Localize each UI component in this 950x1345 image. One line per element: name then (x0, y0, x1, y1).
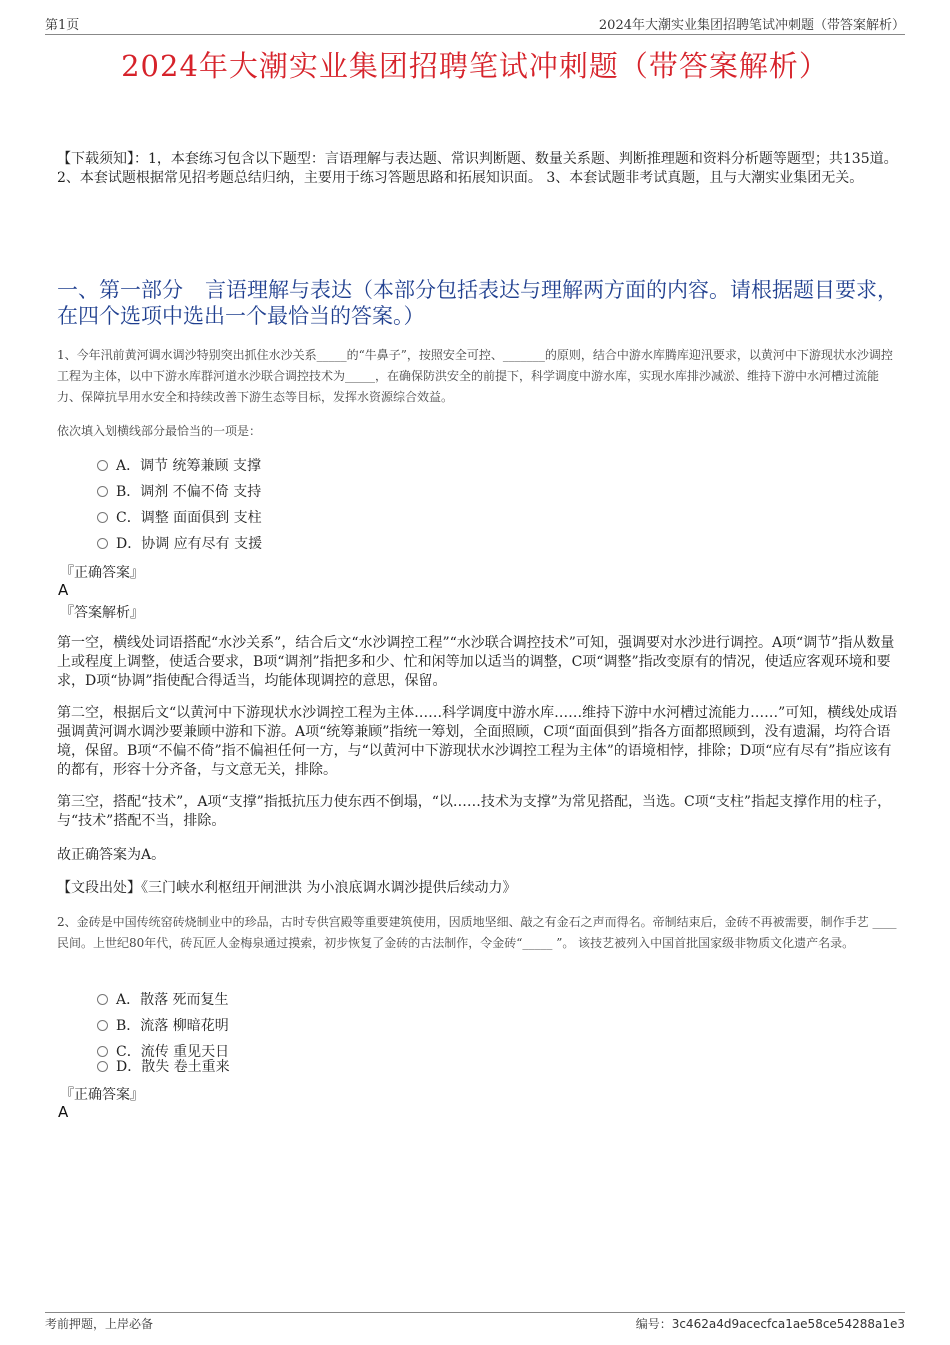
footer-slogan: 考前押题，上岸必备 (45, 1317, 154, 1331)
section-heading (57, 277, 900, 329)
question-2-answer-label: 『正确答案』 (60, 1087, 144, 1103)
question-1-text: 1、今年汛前黄河调水调沙特别突出抓住水沙关系_____的“牛鼻子”，按照安全可控、_______的原则，结合中游水库腾库迎汛要求，以黄河中下游现状水沙调控工程为主体，以中下游水库群河道水沙联合调控技术为_____，在确保防洪安全的前提下，科学调度中游水库，实现水库排沙减淤、维持下游中水河槽过流能力、保障抗旱用水安全和持续改善下游生态等目标，发挥水资源综合效益。 (57, 348, 893, 404)
radio-icon[interactable] (97, 1020, 108, 1031)
analysis-paragraph-3: 第三空，搭配“技术”，A项“支撑”指抵抗压力使东西不倒塌，“以……技术为支撑”为常见搭配，当选。C项“支柱”指起支撑作用的柱子，与“技术”搭配不当，排除。 (57, 794, 892, 829)
radio-icon[interactable] (97, 538, 108, 549)
question-1-answer: A (58, 581, 69, 599)
radio-icon[interactable] (97, 1061, 108, 1072)
question-2-option-b[interactable]: B．流落 柳暗花明 (97, 1016, 229, 1036)
section-part: 一、第一部分 (57, 278, 183, 302)
section-description: 言语理解与表达（本部分包括表达与理解两方面的内容。请根据题目要求，在四个选项中选出一个最恰当的答案。） (57, 278, 898, 328)
question-1-option-a[interactable]: A．调节 统筹兼顾 支撑 (97, 456, 261, 476)
question-1-prompt: 依次填入划横线部分最恰当的一项是： (57, 424, 262, 438)
radio-icon[interactable] (97, 460, 108, 471)
radio-icon[interactable] (97, 486, 108, 497)
page-footer (45, 1312, 905, 1335)
question-1-option-c[interactable]: C．调整 面面俱到 支柱 (97, 508, 262, 528)
header-doc-title: 2024年大潮实业集团招聘笔试冲刺题（带答案解析） (598, 18, 905, 33)
source-citation: 【文段出处】《三门峡水利枢纽开闸泄洪 为小浪底调水调沙提供后续动力》 (57, 880, 517, 896)
analysis-conclusion: 故正确答案为A。 (57, 847, 166, 863)
question-2-option-d[interactable]: D．散失 卷土重来 (97, 1057, 230, 1077)
page-title: 2024年大潮实业集团招聘笔试冲刺题（带答案解析） (121, 49, 829, 83)
radio-icon[interactable] (97, 994, 108, 1005)
question-1-analysis-label: 『答案解析』 (60, 605, 144, 621)
question-2-option-c[interactable]: C．流传 重见天日 (97, 1042, 229, 1062)
page-header (45, 14, 905, 35)
question-2-text: 2、金砖是中国传统窑砖烧制业中的珍品，古时专供宫殿等重要建筑使用，因质地坚细、敲之有金石之声而得名。帝制结束后，金砖不再被需要，制作手艺 ____民间。上世纪80年代，砖瓦匠人金梅泉通过摸索，初步恢复了金砖的古法制作，令金砖“_____ ”。 该技艺被列入中国首批国家级非物质文化遗产名录。 (57, 915, 897, 950)
page-number: 第1页 (45, 18, 80, 33)
analysis-paragraph-2: 第二空，根据后文“以黄河中下游现状水沙调控工程为主体……科学调度中游水库……维持下游中水河槽过流能力……”可知，横线处成语强调黄河调水调沙要兼顾中游和下游。A项“统筹兼顾”指统一筹划，全面照顾，C项“面面俱到”指各方面都照顾到，没有遗漏，均符合语境，保留。B项“不偏不倚”指不偏袒任何一方，与“以黄河中下游现状水沙调控工程为主体”的语境相悖，排除；D项“应有尽有”指应该有的都有，形容十分齐备，与文意无关，排除。 (57, 705, 898, 778)
radio-icon[interactable] (97, 1046, 108, 1057)
question-1-answer-label: 『正确答案』 (60, 565, 144, 581)
code-label: 编号： (635, 1317, 672, 1331)
download-notice: 【下载须知】：1，本套练习包含以下题型：言语理解与表达题、常识判断题、数量关系题、判断推理题和资料分析题等题型；共135道。 2、本套试题根据常见招考题总结归纳，主要用于练习答题思路和拓展知识面。 3、本套试题非考试真题，且与大潮实业集团无关。 (57, 151, 898, 186)
question-1-option-d[interactable]: D．协调 应有尽有 支援 (97, 534, 262, 554)
question-1-option-b[interactable]: B．调剂 不偏不倚 支持 (97, 482, 261, 502)
question-2-answer: A (58, 1103, 69, 1121)
question-2-option-a[interactable]: A．散落 死而复生 (97, 990, 229, 1010)
code-value: 3c462a4d9acecfca1ae58ce54288a1e3 (671, 1317, 905, 1331)
document-code (636, 1315, 905, 1332)
radio-icon[interactable] (97, 512, 108, 523)
analysis-paragraph-1: 第一空，横线处词语搭配“水沙关系”，结合后文“水沙调控工程”“水沙联合调控技术”可知，强调要对水沙进行调控。A项“调节”指从数量上或程度上调整，使适合要求，B项“调剂”指把多和少、忙和闲等加以适当的调整，C项“调整”指改变原有的情况，使适应客观环境和要求，D项“协调”指使配合得适当，均能体现调控的意思，保留。 (57, 635, 895, 689)
